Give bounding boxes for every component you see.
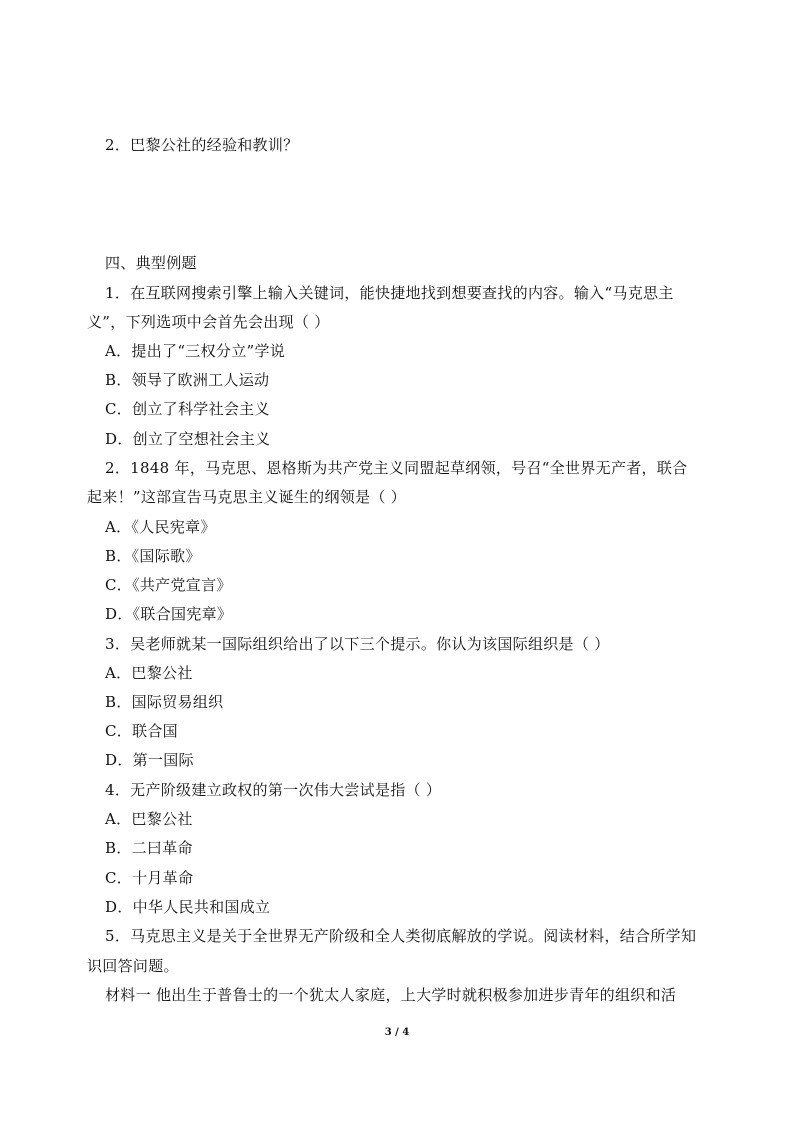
option-line: B．二曰革命 [105, 839, 193, 857]
option-line: D．《联合国宪章》 [105, 605, 233, 623]
section-heading: 四、典型例题 [105, 254, 197, 272]
option-line: C．《共产党宣言》 [105, 576, 232, 594]
option-line: C．十月革命 [105, 869, 194, 887]
option-line: A．巴黎公社 [105, 810, 193, 828]
option-line: A．提出了“三权分立”学说 [105, 342, 286, 360]
option-line: D．中华人民共和国成立 [105, 898, 271, 916]
page-number: 3 / 4 [384, 1027, 410, 1038]
question-line: 义”，下列选项中会首先会出现（ ） [87, 313, 330, 331]
option-line: B．领导了欧洲工人运动 [105, 371, 270, 389]
question-line: 起来！”这部宣告马克思主义诞生的纲领是（ ） [87, 488, 407, 506]
option-line: B．国际贸易组织 [105, 693, 224, 711]
question-line: 4．无产阶级建立政权的第一次伟大尝试是指（ ） [105, 781, 442, 799]
option-line: B．《国际歌》 [105, 547, 201, 565]
question-line: 1．在互联网搜索引擎上输入关键词，能快捷地找到想要查找的内容。输入“马克思主 [105, 284, 674, 302]
question-line: 3．吴老师就某一国际组织给出了以下三个提示。你认为该国际组织是（ ） [105, 635, 610, 653]
material-line: 材料一 他出生于普鲁士的一个犹太人家庭，上大学时就积极参加进步青年的组织和活 [105, 986, 677, 1004]
option-line: C．联合国 [105, 722, 178, 740]
question-line: 2．巴黎公社的经验和教训？ [105, 136, 299, 154]
option-line: C．创立了科学社会主义 [105, 400, 270, 418]
option-line: A．《人民宪章》 [105, 518, 216, 536]
option-line: D．第一国际 [105, 751, 194, 769]
question-line: 5．马克思主义是关于全世界无产阶级和全人类彻底解放的学说。阅读材料，结合所学知 [105, 927, 697, 945]
question-line: 识回答问题。 [87, 957, 179, 975]
question-line: 2．1848 年，马克思、恩格斯为共产党主义同盟起草纲领，号召“全世界无产者，联合 [105, 459, 688, 477]
option-line: D．创立了空想社会主义 [105, 430, 271, 448]
option-line: A．巴黎公社 [105, 664, 193, 682]
